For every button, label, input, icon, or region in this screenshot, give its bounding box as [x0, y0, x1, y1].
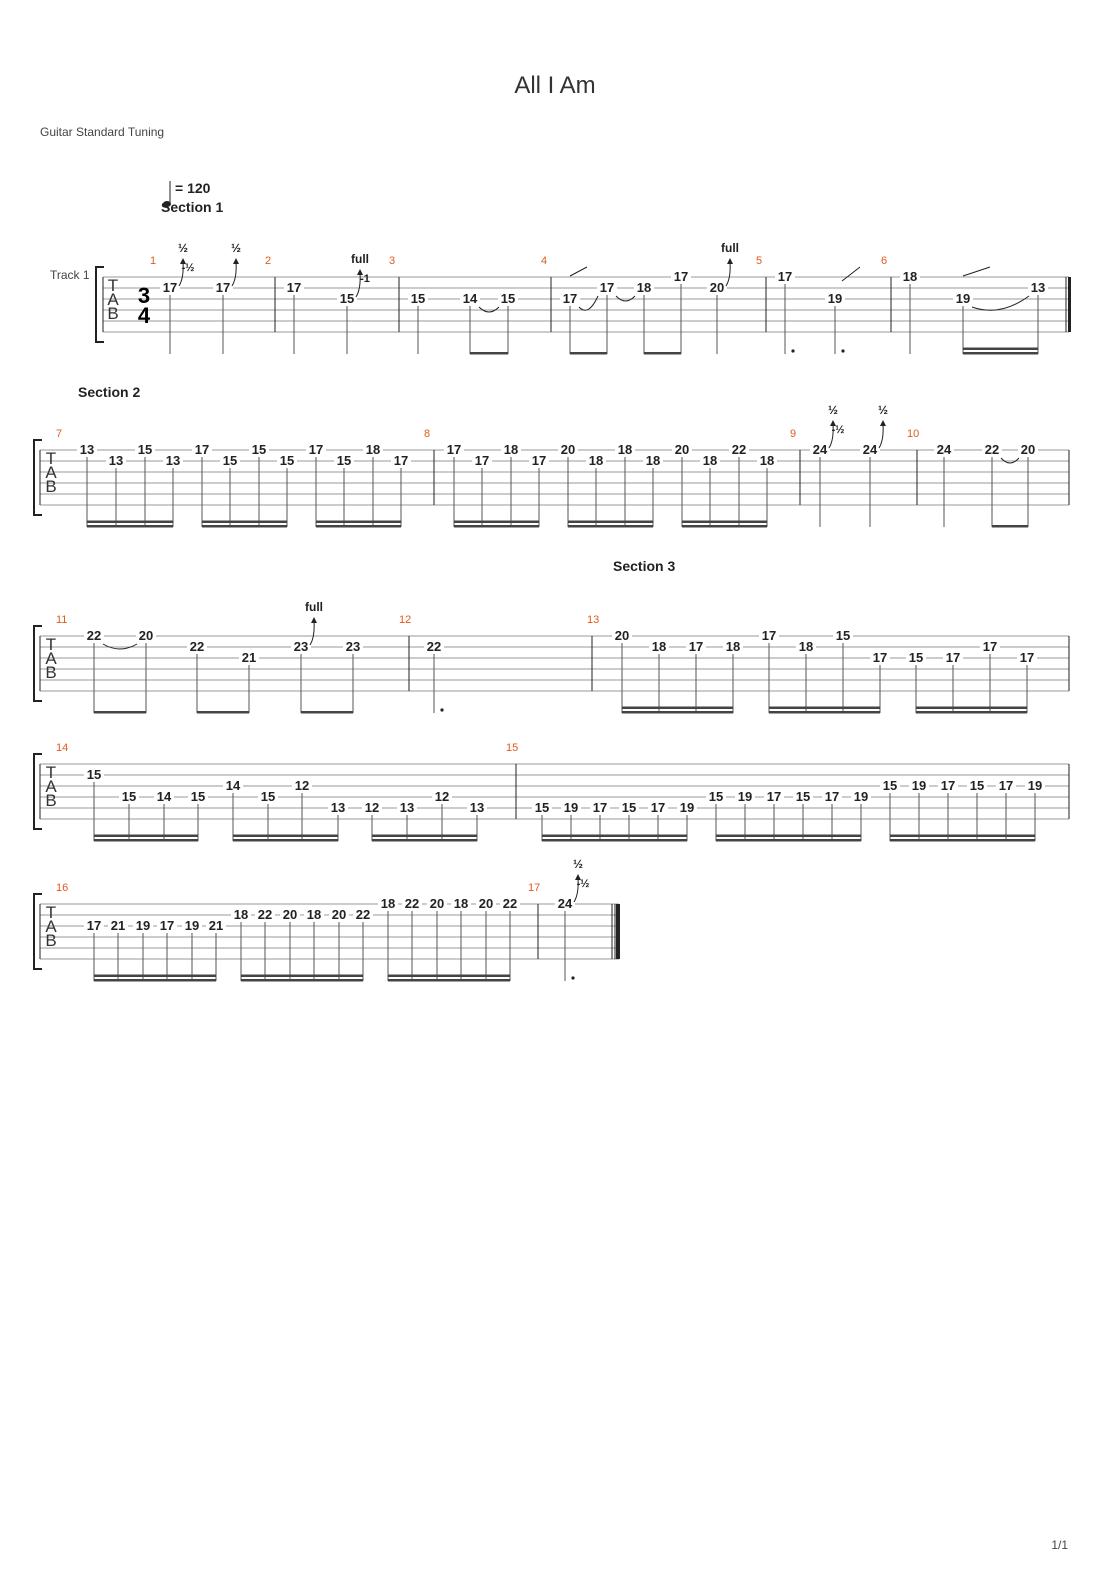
fret-number: 19	[563, 800, 579, 815]
bend-amount: ½	[877, 403, 889, 417]
beam	[716, 835, 861, 838]
beam	[316, 525, 401, 528]
fret-number: 14	[156, 789, 172, 804]
fret-number: 19	[827, 291, 843, 306]
tab-clef-letter: B	[45, 931, 57, 950]
beam	[94, 711, 146, 714]
fret-number: 19	[853, 789, 869, 804]
fret-number: 20	[138, 628, 154, 643]
fret-number: 15	[500, 291, 516, 306]
measure-number: 17	[528, 882, 541, 894]
beam	[202, 521, 287, 524]
measure-number: 2	[265, 255, 272, 267]
slide-line	[570, 267, 587, 276]
fret-number: 15	[621, 800, 637, 815]
beam	[963, 352, 1038, 355]
tab-clef-letter: T	[45, 635, 57, 654]
fret-number: 17	[159, 918, 175, 933]
slide-line	[842, 267, 860, 281]
fret-number: 21	[241, 650, 257, 665]
fret-number: 13	[330, 800, 346, 815]
fret-number: 17	[215, 280, 231, 295]
fret-number: 18	[233, 907, 249, 922]
fret-number: 13	[79, 442, 95, 457]
beam	[542, 835, 687, 838]
fret-number: 17	[940, 778, 956, 793]
fret-number: 20	[1020, 442, 1036, 457]
beam	[716, 839, 861, 842]
fret-number: 24	[936, 442, 952, 457]
final-barline	[616, 904, 620, 959]
bend-amount: ½	[827, 403, 839, 417]
slide-line	[963, 267, 990, 276]
tab-clef-letter: T	[107, 276, 119, 295]
measure-number: 1	[150, 255, 157, 267]
beam	[94, 975, 216, 978]
fret-number: 19	[679, 800, 695, 815]
fret-number: 17	[1019, 650, 1035, 665]
fret-number: 19	[184, 918, 200, 933]
fret-number: 17	[162, 280, 178, 295]
bend-amount: ½	[230, 241, 242, 255]
fret-number: 18	[503, 442, 519, 457]
fret-number: 17	[286, 280, 302, 295]
fret-number: 20	[478, 896, 494, 911]
fret-number: 24	[812, 442, 828, 457]
fret-number: 18	[798, 639, 814, 654]
beam	[568, 521, 653, 524]
fret-number: 13	[108, 453, 124, 468]
fret-number: 17	[474, 453, 490, 468]
beam	[622, 711, 733, 714]
tempo-text: = 120	[175, 180, 211, 196]
fret-number: 13	[399, 800, 415, 815]
fret-number: 22	[731, 442, 747, 457]
beam	[94, 839, 198, 842]
fret-number: 17	[531, 453, 547, 468]
fret-number: 17	[824, 789, 840, 804]
beam	[301, 711, 353, 714]
fret-number: 18	[645, 453, 661, 468]
beam	[542, 839, 687, 842]
beam	[388, 979, 510, 982]
beam	[454, 525, 539, 528]
fret-number: 19	[135, 918, 151, 933]
beam	[233, 839, 338, 842]
fret-number: 21	[208, 918, 224, 933]
fret-number: 12	[294, 778, 310, 793]
measure-number: 3	[389, 255, 396, 267]
fret-number: 15	[795, 789, 811, 804]
tab-clef-letter: A	[45, 917, 57, 936]
beam	[233, 835, 338, 838]
tab-clef-letter: B	[45, 477, 57, 496]
beam	[992, 525, 1028, 528]
fret-number: 15	[908, 650, 924, 665]
tie-arc	[972, 296, 1029, 310]
tab-clef-letter: T	[45, 903, 57, 922]
beam	[372, 835, 477, 838]
fret-number: 20	[560, 442, 576, 457]
bend-arrow	[727, 258, 733, 264]
measure-number: 4	[541, 255, 548, 267]
fret-number: 17	[562, 291, 578, 306]
fret-number: 23	[293, 639, 309, 654]
fret-number: 20	[674, 442, 690, 457]
fret-number: 15	[969, 778, 985, 793]
fret-number: 19	[1027, 778, 1043, 793]
fret-number: 22	[502, 896, 518, 911]
fret-number: 18	[725, 639, 741, 654]
measure-number: 16	[56, 882, 69, 894]
page-title: All I Am	[514, 72, 596, 99]
beam	[963, 348, 1038, 351]
beam	[622, 707, 733, 710]
fret-number: 15	[835, 628, 851, 643]
fret-number: 17	[194, 442, 210, 457]
system-bracket	[34, 754, 42, 829]
beam	[94, 835, 198, 838]
fret-number: 13	[165, 453, 181, 468]
dot	[791, 349, 794, 352]
section-label: Section 3	[613, 558, 676, 574]
measure-number: 6	[881, 255, 888, 267]
fret-number: 17	[650, 800, 666, 815]
beam	[87, 521, 173, 524]
time-signature-bottom: 4	[137, 303, 151, 328]
beam	[682, 521, 767, 524]
fret-number: 20	[429, 896, 445, 911]
fret-number: 12	[434, 789, 450, 804]
fret-number: 18	[453, 896, 469, 911]
measure-number: 7	[56, 428, 63, 440]
fret-number: 18	[588, 453, 604, 468]
beam	[682, 525, 767, 528]
measure-number: 8	[424, 428, 431, 440]
fret-number: 22	[257, 907, 273, 922]
track-label: Track 1	[50, 268, 90, 282]
fret-number: 17	[393, 453, 409, 468]
beam	[890, 835, 1035, 838]
time-signature-top: 3	[137, 283, 151, 308]
fret-number: 20	[709, 280, 725, 295]
bend-amount: full	[721, 241, 739, 255]
fret-number: 18	[651, 639, 667, 654]
fret-number: 18	[759, 453, 775, 468]
fret-number: 17	[308, 442, 324, 457]
system-bracket	[34, 894, 42, 969]
tab-clef-letter: B	[45, 663, 57, 682]
fret-number: 17	[599, 280, 615, 295]
system-bracket	[34, 440, 42, 515]
fret-number: 17	[872, 650, 888, 665]
fret-number: 24	[862, 442, 878, 457]
fret-number: 18	[617, 442, 633, 457]
fret-number: 18	[380, 896, 396, 911]
measure-number: 9	[790, 428, 797, 440]
fret-number: 22	[426, 639, 442, 654]
fret-number: 15	[336, 453, 352, 468]
fret-number: 15	[251, 442, 267, 457]
tab-clef-letter: A	[45, 463, 57, 482]
measure-number: 13	[587, 614, 600, 626]
fret-number: 20	[331, 907, 347, 922]
fret-number: 19	[737, 789, 753, 804]
fret-number: 17	[688, 639, 704, 654]
fret-number: 20	[282, 907, 298, 922]
beam	[470, 352, 508, 355]
beam	[644, 352, 681, 355]
fret-number: 15	[339, 291, 355, 306]
fret-number: 15	[121, 789, 137, 804]
beam	[202, 525, 287, 528]
beam	[769, 707, 880, 710]
tab-clef-letter: T	[45, 449, 57, 468]
fret-number: 13	[469, 800, 485, 815]
bend-amount: ½	[572, 857, 584, 871]
fret-number: 18	[636, 280, 652, 295]
release-amount: -½	[576, 878, 590, 890]
beam	[87, 525, 173, 528]
bend-amount: full	[305, 600, 323, 614]
beam	[372, 839, 477, 842]
fret-number: 18	[365, 442, 381, 457]
bend-arrow	[880, 420, 886, 426]
dot	[440, 708, 443, 711]
fret-number: 20	[614, 628, 630, 643]
fret-number: 14	[225, 778, 241, 793]
beam	[916, 711, 1027, 714]
fret-number: 19	[911, 778, 927, 793]
fret-number: 17	[761, 628, 777, 643]
fret-number: 14	[462, 291, 478, 306]
fret-number: 15	[410, 291, 426, 306]
section-label: Section 2	[78, 384, 141, 400]
beam	[388, 975, 510, 978]
fret-number: 17	[777, 269, 793, 284]
fret-number: 13	[1030, 280, 1046, 295]
bend-amount: ½	[177, 241, 189, 255]
fret-number: 24	[557, 896, 573, 911]
beam	[568, 525, 653, 528]
fret-number: 17	[945, 650, 961, 665]
bend-amount: full	[351, 252, 369, 266]
fret-number: 23	[345, 639, 361, 654]
fret-number: 15	[708, 789, 724, 804]
release-amount: -½	[181, 262, 195, 274]
fret-number: 15	[137, 442, 153, 457]
fret-number: 22	[86, 628, 102, 643]
beam	[241, 975, 363, 978]
beam	[316, 521, 401, 524]
beam	[890, 839, 1035, 842]
measure-number: 12	[399, 614, 412, 626]
bend-arrow	[233, 258, 239, 264]
fret-number: 17	[998, 778, 1014, 793]
tie-arc	[579, 296, 598, 310]
release-amount: -1	[360, 273, 370, 285]
fret-number: 18	[702, 453, 718, 468]
fret-number: 17	[673, 269, 689, 284]
tab-clef-letter: T	[45, 763, 57, 782]
fret-number: 17	[592, 800, 608, 815]
fret-number: 15	[222, 453, 238, 468]
fret-number: 15	[86, 767, 102, 782]
end-barline-thick	[1068, 277, 1071, 332]
measure-number: 11	[56, 614, 68, 626]
bend-arrow	[311, 617, 317, 623]
tab-clef-letter: A	[107, 290, 119, 309]
fret-number: 19	[955, 291, 971, 306]
fret-number: 18	[306, 907, 322, 922]
fret-number: 18	[902, 269, 918, 284]
page-number: 1/1	[1051, 1538, 1068, 1552]
tab-clef-letter: A	[45, 777, 57, 796]
measure-number: 14	[56, 742, 69, 754]
fret-number: 15	[190, 789, 206, 804]
tuning-label: Guitar Standard Tuning	[40, 125, 165, 139]
tab-clef-letter: A	[45, 649, 57, 668]
fret-number: 17	[982, 639, 998, 654]
fret-number: 22	[984, 442, 1000, 457]
measure-number: 15	[506, 742, 519, 754]
beam	[197, 711, 249, 714]
fret-number: 22	[355, 907, 371, 922]
section-label: Section 1	[161, 199, 224, 215]
beam	[769, 711, 880, 714]
fret-number: 17	[86, 918, 102, 933]
fret-number: 15	[534, 800, 550, 815]
dot	[841, 349, 844, 352]
fret-number: 17	[766, 789, 782, 804]
fret-number: 15	[260, 789, 276, 804]
tab-clef-letter: B	[45, 791, 57, 810]
measure-number: 5	[756, 255, 763, 267]
dot	[571, 976, 574, 979]
release-amount: -½	[831, 424, 845, 436]
fret-number: 12	[364, 800, 380, 815]
fret-number: 22	[189, 639, 205, 654]
fret-number: 22	[404, 896, 420, 911]
tab-clef-letter: B	[107, 304, 119, 323]
fret-number: 21	[110, 918, 126, 933]
beam	[916, 707, 1027, 710]
beam	[94, 979, 216, 982]
fret-number: 17	[446, 442, 462, 457]
measure-number: 10	[907, 428, 920, 440]
fret-number: 15	[279, 453, 295, 468]
fret-number: 15	[882, 778, 898, 793]
beam	[570, 352, 607, 355]
system-bracket	[34, 626, 42, 701]
beam	[241, 979, 363, 982]
beam	[454, 521, 539, 524]
